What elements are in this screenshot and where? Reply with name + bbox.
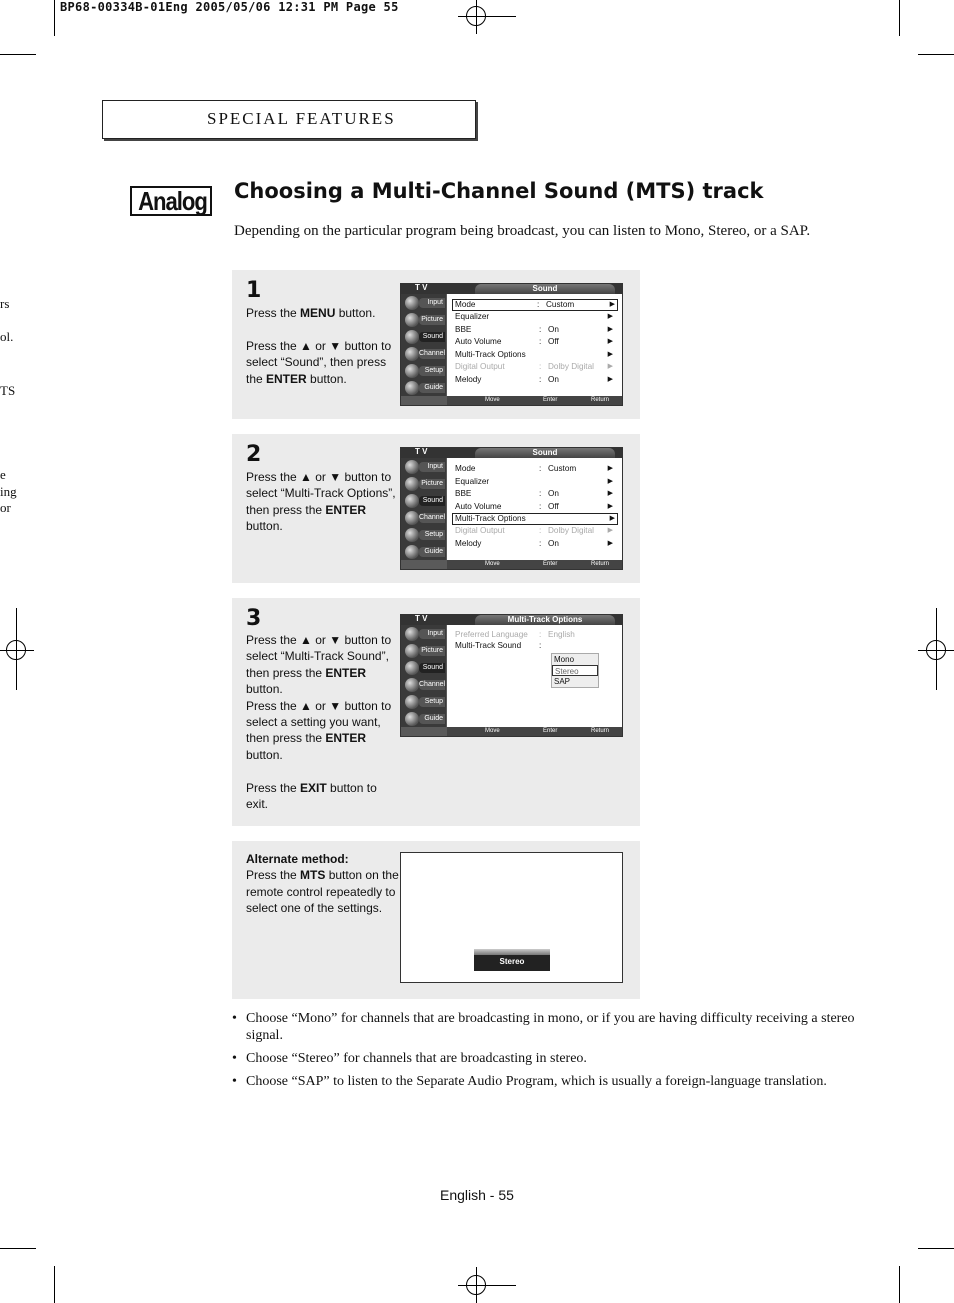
- input-icon: Input: [403, 295, 445, 311]
- step-number: 3: [246, 606, 262, 631]
- sound-icon: Sound: [403, 493, 445, 509]
- return-hint: Return: [591, 561, 610, 567]
- list-item: • Choose “Stereo” for channels that are broadcasting in stereo.: [232, 1050, 862, 1067]
- edge-fragment: ing: [0, 484, 17, 499]
- osd-row-multi-track: Multi-Track Options ▶: [455, 349, 613, 359]
- osd-header: Sound: [475, 284, 615, 294]
- osd-row-preferred-language: Preferred Language : English: [455, 630, 575, 639]
- channel-icon: Channel: [403, 346, 445, 362]
- step-2-panel: [232, 434, 640, 583]
- enter-hint: Enter: [543, 561, 558, 567]
- crop-mark: [899, 1266, 900, 1303]
- osd-row-bbe: BBE : On ▶: [455, 324, 613, 334]
- section-header: [102, 100, 476, 139]
- channel-icon: Channel: [403, 677, 445, 693]
- osd-sound-menu: [400, 283, 623, 406]
- crop-mark: [899, 0, 900, 36]
- osd-menu-body: [447, 294, 622, 396]
- osd-row-equalizer: Equalizer ▶: [455, 476, 613, 486]
- osd-menu-body: [447, 625, 622, 727]
- osd-footer: [447, 396, 622, 405]
- crop-mark: [476, 1285, 516, 1286]
- alternate-heading: Alternate method:: [246, 852, 349, 866]
- osd-row-auto-volume: Auto Volume : Off ▶: [455, 501, 613, 511]
- mts-status-label: Stereo: [499, 957, 525, 966]
- edge-fragment: ol.: [0, 329, 14, 344]
- crop-mark: [918, 54, 954, 55]
- edge-fragment: TS: [0, 383, 16, 398]
- registration-mark: [458, 0, 494, 34]
- list-item: • Choose “SAP” to listen to the Separate Audio Program, which is usually a foreign-language translation.: [232, 1073, 862, 1090]
- sound-icon: Sound: [403, 660, 445, 676]
- option-sap: SAP: [554, 677, 571, 686]
- registration-mark: [0, 632, 34, 668]
- page-title: Choosing a Multi-Channel Sound (MTS) track: [234, 179, 764, 203]
- osd-multi-track-menu: [400, 614, 623, 737]
- crop-mark: [0, 1248, 36, 1249]
- step-1-text: Press the MENU button. Press the ▲ or ▼ button to select “Sound”, then press the ENTER button.: [246, 306, 392, 386]
- edge-fragment: rs: [0, 296, 10, 311]
- enter-hint: Enter: [543, 728, 558, 734]
- step-number: 2: [246, 442, 262, 467]
- step-3-panel: [232, 598, 640, 826]
- section-title: SPECIAL FEATURES: [207, 109, 396, 128]
- osd-header: Multi-Track Options: [475, 615, 615, 625]
- osd-sound-menu: [400, 447, 623, 570]
- osd-sidebar: [401, 625, 446, 727]
- osd-row-equalizer: Equalizer ▶: [455, 312, 613, 321]
- crop-mark: [54, 1266, 55, 1303]
- osd-row-mode: Mode : Custom ▶: [455, 464, 613, 473]
- osd-row-melody: Melody : On ▶: [455, 538, 613, 548]
- osd-header: Sound: [475, 448, 615, 458]
- return-hint: Return: [591, 728, 610, 734]
- move-hint: Move: [485, 728, 500, 734]
- channel-icon: Channel: [403, 510, 445, 526]
- osd-footer: [447, 560, 622, 569]
- list-item: • Choose “Mono” for channels that are broadcasting in mono, or if you are having difficulty receiving a stereo signal.: [232, 1010, 862, 1044]
- osd-row-digital-output: Digital Output : Dolby Digital ▶: [455, 362, 613, 371]
- step-2-text: Press the ▲ or ▼ button to select “Multi-Track Options”, then press the ENTER button.: [246, 470, 396, 534]
- picture-icon: Picture: [403, 312, 445, 328]
- input-icon: Input: [403, 459, 445, 475]
- input-icon: Input: [403, 626, 445, 642]
- return-hint: Return: [591, 397, 610, 403]
- osd-tv-label: T V: [415, 614, 428, 623]
- osd-row-auto-volume: Auto Volume : Off ▶: [455, 337, 613, 346]
- osd-row-mode: Mode : Custom ▶: [452, 299, 618, 311]
- crop-mark: [936, 608, 937, 690]
- osd-tv-label: T V: [415, 447, 428, 456]
- setup-icon: Setup: [403, 363, 445, 379]
- alternate-method-panel: [232, 841, 640, 999]
- osd-footer: [447, 727, 622, 736]
- step-3-text: Press the ▲ or ▼ button to select “Multi-Track Sound”, then press the ENTER button. Press the ▲ or ▼ button to select a setting you want, then press the ENTER button. Press the EXIT button to exit.: [246, 633, 392, 812]
- option-mono: Mono: [554, 655, 575, 664]
- printer-slug: BP68-00334B-01Eng 2005/05/06 12:31 PM Page 55: [60, 0, 399, 14]
- osd-menu-body: [447, 458, 622, 560]
- edge-fragment: e: [0, 467, 6, 482]
- alternate-method-text: Alternate method: Press the MTS button on the remote control repeatedly to select one of the settings.: [246, 852, 399, 916]
- move-hint: Move: [485, 561, 500, 567]
- guide-icon: Guide: [403, 380, 445, 396]
- osd-row-multi-track: Multi-Track Options ▶: [452, 513, 618, 525]
- option-notes: [232, 1010, 862, 1096]
- osd-tv-label: T V: [415, 283, 428, 292]
- crop-mark: [16, 608, 17, 690]
- analog-badge: [130, 186, 212, 216]
- move-hint: Move: [485, 397, 500, 403]
- sound-icon: Sound: [403, 329, 445, 345]
- analog-badge-label: Analog: [138, 186, 207, 216]
- intro-paragraph: Depending on the particular program being broadcast, you can listen to Mono, Stereo, or a SAP.: [234, 223, 811, 239]
- osd-row-multi-track-sound: Multi-Track Sound :: [455, 641, 542, 650]
- step-1-panel: [232, 270, 640, 419]
- setup-icon: Setup: [403, 694, 445, 710]
- guide-icon: Guide: [403, 711, 445, 727]
- guide-icon: Guide: [403, 544, 445, 560]
- crop-mark: [0, 54, 36, 55]
- crop-mark: [918, 1248, 954, 1249]
- edge-fragment: or: [0, 500, 11, 515]
- picture-icon: Picture: [403, 643, 445, 659]
- mts-option-list: [551, 653, 599, 688]
- osd-row-melody: Melody : On ▶: [455, 374, 613, 384]
- option-stereo: Stereo: [552, 665, 598, 676]
- tv-screen: [400, 852, 623, 983]
- osd-sidebar: [401, 294, 446, 396]
- step-number: 1: [246, 278, 262, 303]
- crop-mark: [476, 16, 516, 17]
- picture-icon: Picture: [403, 476, 445, 492]
- crop-mark: [54, 0, 55, 36]
- setup-icon: Setup: [403, 527, 445, 543]
- mts-status-bar: [474, 949, 550, 971]
- enter-hint: Enter: [543, 397, 558, 403]
- osd-sidebar: [401, 458, 446, 560]
- osd-row-bbe: BBE : On ▶: [455, 489, 613, 498]
- page-number: English - 55: [440, 1187, 514, 1203]
- osd-row-digital-output: Digital Output : Dolby Digital ▶: [455, 526, 613, 535]
